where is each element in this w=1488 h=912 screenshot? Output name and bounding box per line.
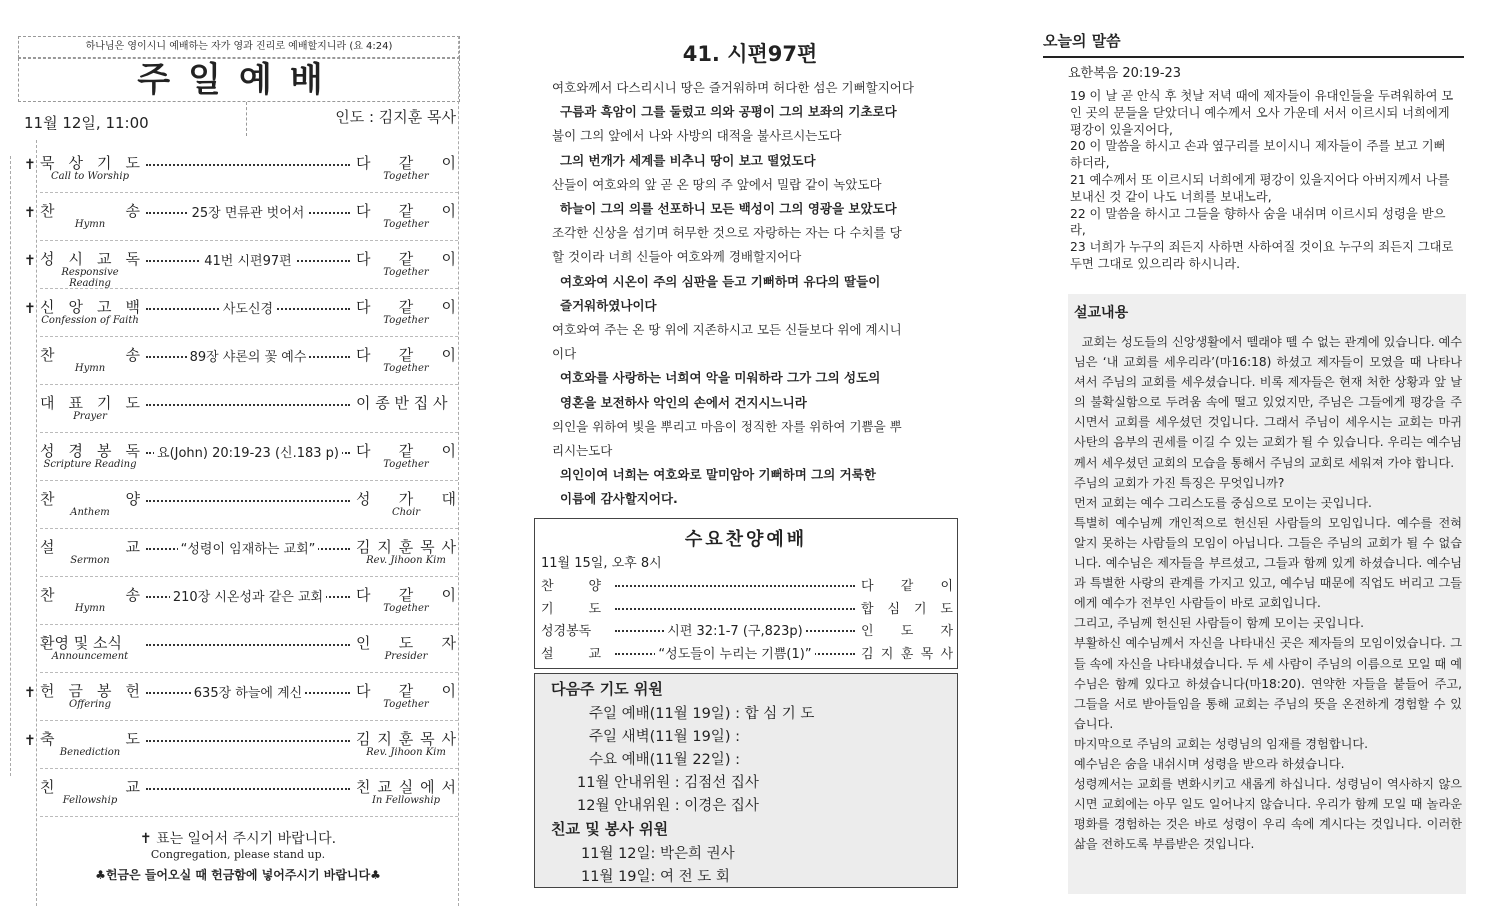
psalm-line: 그의 번개가 세계를 비추니 땅이 보고 떨었도다	[560, 152, 816, 168]
order-item-leader: 김 지 훈 목 사	[356, 538, 456, 556]
usher-item: 12월 안내위원 : 이경은 집사	[577, 798, 759, 814]
prayer-heading: 다음주 기도 위원	[551, 680, 663, 698]
order-item-english: Confession of Faith	[41, 315, 139, 326]
stand-cross-icon: ✝	[24, 205, 36, 221]
wednesday-row: 성경봉독 시편 32:1-7 (구,823p) 인 도 자	[541, 624, 953, 639]
wednesday-date: 11월 15일, 오후 8시	[541, 556, 662, 571]
order-item-title: 환영 및 소식	[40, 634, 122, 652]
order-item-title: 찬 양	[40, 490, 140, 508]
order-item-detail: 89장 샤론의 꽃 예수	[144, 346, 352, 365]
order-item-leader-english: Together	[383, 699, 429, 710]
order-item-leader: 다 같 이	[356, 586, 456, 604]
stand-cross-icon: ✝	[24, 253, 36, 269]
order-item-title: 축 도	[40, 730, 140, 748]
psalm-line: 이름에 감사할지어다.	[560, 491, 678, 507]
order-item-detail: 210장 시온성과 같은 교회	[144, 586, 352, 605]
todays-word-heading: 오늘의 말씀	[1043, 32, 1121, 50]
order-item-detail: 635장 하늘에 계신	[144, 682, 352, 701]
order-item-detail: 25장 면류관 벗어서	[144, 202, 352, 221]
sermon-paragraph: 성령께서는 교회를 변화시키고 새롭게 하십니다. 성령님이 역사하지 않으시면 교회에는 아무 일도 일어나지 않습니다. 우리가 함께 모일 때 놀라운 평화를 경험하는 것은 바로 성령이 우리 속에 계시다는 것입니다. 이러한 삶을 전하도록 부름받은 것입니다.	[1074, 777, 1466, 852]
order-item-english: Anthem	[70, 507, 110, 518]
fellowship-item: 11월 19일: 여 전 도 회	[581, 869, 730, 885]
order-item-leader-english: Together	[383, 171, 429, 182]
psalm-line: 여호와여 주는 온 땅 위에 지존하시고 모든 신들보다 위에 계시니	[552, 322, 902, 338]
usher-item: 11월 안내위원 : 김점선 집사	[577, 775, 759, 791]
order-item-english: Hymn	[74, 363, 106, 374]
order-item-leader-english: In Fellowship	[371, 795, 441, 806]
order-item-title: 친 교	[40, 778, 140, 796]
order-item-detail: 요(John) 20:19-23 (신.183 p)	[144, 442, 352, 461]
order-item-title: 설 교	[40, 538, 140, 556]
sunday-worship-order	[18, 36, 458, 906]
psalm-line: 즐거워하였나이다	[560, 297, 657, 313]
sermon-paragraph: 마지막으로 주님의 교회는 성령님의 임재를 경험합니다.	[1074, 736, 1369, 751]
order-item-detail: “성령이 임재하는 교회”	[144, 538, 352, 557]
order-item-english: Call to Worship	[51, 171, 129, 182]
prayer-committee-box	[534, 673, 958, 888]
order-item-title: 찬 송	[40, 346, 140, 364]
psalm-line: 산들이 여호와의 앞 곧 온 땅의 주 앞에서 밀랍 같이 녹았도다	[552, 176, 882, 192]
sermon-paragraph: 부활하신 예수님께서 자신을 나타내신 곳은 제자들의 모임이었습니다. 그들 속에 자신을 나타내셨습니다. 두 세 사람이 주님의 이름으로 모일 때 예수님은 함께 있다고 하셨습니다(마18:20). 연약한 자들을 붙들어 주고, 그들을 서로 받아들임을 통해 교회는 주님의 뜻을 온전하게 경험할 수 있습니다.	[1074, 636, 1466, 731]
sermon-text	[1074, 332, 1466, 854]
stand-note: ✝ 표는 일어서 주시기 바랍니다.	[139, 831, 337, 847]
order-item-english: Fellowship	[62, 795, 118, 806]
order-item-leader: 다 같 이	[356, 154, 456, 172]
order-item-title: 헌 금 봉 헌	[40, 682, 140, 700]
prayer-item: 주일 새벽(11월 19일) :	[589, 729, 740, 745]
motto-verse: 하나님은 영이시니 예배하는 자가 영과 진리로 예배할지니라 (요 4:24)	[18, 36, 460, 58]
fellowship-heading: 친교 및 봉사 위원	[551, 820, 669, 838]
service-leader: 인도 : 김지훈 목사	[335, 108, 456, 126]
order-item-english: Offering	[68, 699, 112, 710]
psalm-line: 영혼을 보전하사 악인의 손에서 건지시느니라	[560, 394, 807, 410]
order-item-leader: 다 같 이	[356, 442, 456, 460]
sermon-paragraph: 먼저 교회는 예수 그리스도를 중심으로 모이는 곳입니다.	[1074, 495, 1372, 510]
order-item-detail: 사도신경	[144, 298, 352, 317]
order-item-english: Hymn	[74, 603, 106, 614]
sermon-paragraph: 주님의 교회가 가진 특징은 무엇입니까?	[1074, 475, 1285, 490]
verse: 23 너희가 누구의 죄든지 사하면 사하여질 것이요 누구의 죄든지 그대로 두면 그대로 있으리라 하시니라.	[1070, 240, 1454, 271]
order-item-english: Scripture Reading	[43, 459, 137, 470]
order-item-english: Benediction	[59, 747, 121, 758]
psalm-line: 여호와께서 다스리시니 땅은 즐거워하며 허다한 섬은 기뻐할지어다	[552, 80, 914, 95]
order-item-leader-english: Together	[383, 603, 429, 614]
responsive-reading	[552, 76, 952, 512]
order-item-leader: 다 같 이	[356, 298, 456, 316]
order-item-leader: 이 종 반 집 사	[356, 394, 448, 412]
verse: 20 이 말씀을 하시고 손과 옆구리를 보이시니 제자들이 주를 보고 기뻐하더라,	[1070, 139, 1446, 171]
wednesday-row: 기 도 합 심 기 도	[541, 601, 953, 617]
order-item-leader-english: Together	[383, 363, 429, 374]
order-item-english: Sermon	[70, 555, 110, 566]
psalm-line: 리시는도다	[552, 443, 613, 459]
verse: 21 예수께서 또 이르시되 너희에게 평강이 있을지어다 아버지께서 나를 보내신 것 같이 나도 너희를 보내노라,	[1070, 172, 1450, 204]
stand-note-english: Congregation, please stand up.	[150, 848, 326, 861]
psalm-title: 41. 시편97편	[682, 42, 818, 66]
order-item-english: Hymn	[74, 219, 106, 230]
verse: 22 이 말씀을 하시고 그들을 향하사 숨을 내쉬며 이르시되 성령을 받으라,	[1070, 206, 1446, 238]
order-item-english: Prayer	[73, 411, 107, 422]
psalm-line: 의인이여 너희는 여호와로 말미암아 기뻐하며 그의 거룩한	[560, 467, 876, 483]
order-item-leader-english: Rev. Jihoon Kim	[366, 747, 446, 758]
psalm-line: 불이 그의 앞에서 나와 사방의 대적을 불사르시는도다	[552, 128, 842, 144]
stand-cross-icon: ✝	[24, 157, 36, 173]
order-item-leader-english: Presider	[384, 651, 428, 662]
order-item-title: 신 앙 고 백	[40, 298, 140, 316]
service-date: 11월 12일, 11:00	[24, 114, 149, 132]
wednesday-row: 설 교 “성도들이 누리는 기쁨(1)” 김 지 훈 목 사	[541, 646, 953, 662]
stand-cross-icon: ✝	[24, 685, 36, 701]
psalm-line: 이다	[552, 346, 577, 362]
order-item-leader-english: Rev. Jihoon Kim	[366, 555, 446, 566]
order-item-title: 찬 송	[40, 202, 140, 220]
order-item-leader: 인 도 자	[356, 634, 456, 652]
order-item-leader: 다 같 이	[356, 346, 456, 364]
wednesday-row: 찬 양 다 같 이	[541, 579, 953, 594]
page-title: 주일예배	[18, 58, 460, 102]
sermon-heading: 설교내용	[1074, 305, 1129, 321]
order-item-title: 찬 송	[40, 586, 140, 604]
order-item-title: 대 표 기 도	[40, 394, 140, 412]
order-item-leader-english: Together	[383, 267, 429, 278]
sermon-paragraph: 교회는 성도들의 신앙생활에서 뗄래야 뗄 수 없는 관계에 있습니다. 예수님은 ‘내 교회를 세우리라’(마16:18) 하셨고 제자들이 모였을 때 나타나셔서 주님의 교회를 세우셨습니다. 비록 제자들은 현재 처한 상황과 앞 날의 불확실함으로 두려움 속에 떨고 있었지만, 주님은 그들에게 평강을 주시면서 교회를 세우셨던 것입니다. 그래서 주님이 세우시는 교회는 마귀 사탄의 음부의 권세를 이길 수 있는 교회가 될 수 있습니다. 우리는 예수님께서 세우셨던 교회의 모습을 통해서 주님의 교회로 세워져 가야 합니다.	[1074, 335, 1466, 470]
wednesday-title: 수요찬양예배	[684, 529, 808, 550]
verse: 19 이 날 곧 안식 후 첫날 저녁 때에 제자들이 유대인들을 두려워하여 모인 곳의 문들을 닫았더니 예수께서 오사 가운데 서서 이르시되 너희에게 평강이 있을지어다,	[1070, 89, 1454, 137]
psalm-line: 구름과 흑암이 그를 둘렀고 의와 공평이 그의 보좌의 기초로다	[560, 104, 897, 120]
scripture-reference: 요한복음 20:19-23	[1068, 66, 1182, 81]
order-item-leader: 다 같 이	[356, 202, 456, 220]
order-item-leader: 다 같 이	[356, 250, 456, 268]
order-item-title: 성 경 봉 독	[40, 442, 140, 460]
order-item-leader: 친 교 실 에 서	[356, 778, 456, 796]
psalm-line: 의인을 위하여 빛을 뿌리고 마음이 정직한 자를 위하여 기쁨을 뿌	[552, 418, 902, 434]
order-item-title: 묵 상 기 도	[40, 154, 140, 172]
order-item-leader: 다 같 이	[356, 682, 456, 700]
psalm-line: 조각한 신상을 섬기며 허무한 것으로 자랑하는 자는 다 수치를 당	[552, 225, 902, 241]
service-date-line	[18, 102, 458, 136]
sermon-paragraph: 그리고, 주님께 헌신된 사람들이 함께 모이는 곳입니다.	[1074, 616, 1365, 631]
psalm-line: 할 것이라 너희 신들아 여호와께 경배할지어다	[552, 249, 802, 265]
order-item-leader-english: Together	[383, 219, 429, 230]
order-item-leader-english: Together	[383, 315, 429, 326]
order-item-english: Responsive Reading	[61, 267, 119, 289]
order-item-detail: 41번 시편97편	[144, 250, 352, 269]
psalm-line: 하늘이 그의 의를 선포하니 모든 백성이 그의 영광을 보았도다	[560, 201, 897, 217]
stand-cross-icon: ✝	[24, 733, 36, 749]
psalm-line: 여호와여 시온이 주의 심판을 듣고 기뻐하며 유다의 딸들이	[560, 273, 881, 289]
psalm-line: 여호와를 사랑하는 너희여 악을 미워하라 그가 그의 성도의	[560, 370, 881, 386]
sermon-paragraph: 예수님은 숨을 내쉬시며 성령을 받으라 하셨습니다.	[1074, 756, 1345, 771]
order-item-leader: 성 가 대	[356, 490, 456, 508]
prayer-item: 수요 예배(11월 22일) :	[589, 752, 740, 768]
order-item-title: 성 시 교 독	[40, 250, 140, 268]
stand-cross-icon: ✝	[24, 301, 36, 317]
scripture-text	[1070, 88, 1456, 273]
order-item-leader: 김 지 훈 목 사	[356, 730, 456, 748]
sermon-paragraph: 특별히 예수님께 개인적으로 헌신된 사람들의 모임입니다. 예수를 전혀 알지 못하는 사람들의 모임이 아닙니다. 그들은 주님의 교회가 될 수 없습니다. 예수님은 제자들을 부르셨고, 그들과 함께 있게 하셨습니다. 예수님과 특별한 사랑의 관계를 가지고 있고, 예수님 때문에 직업도 버리고 그들에게 예수가 전부인 사람들이 바로 교회입니다.	[1074, 515, 1466, 611]
wednesday-service-box	[534, 518, 958, 669]
fellowship-item: 11월 12일: 박은희 권사	[581, 846, 735, 862]
sermon-box	[1068, 294, 1466, 894]
prayer-item: 주일 예배(11월 19일) : 합 심 기 도	[589, 706, 815, 722]
order-item-leader-english: Together	[383, 459, 429, 470]
order-item-english: Announcement	[51, 651, 129, 662]
offering-note: ♣헌금은 들어오실 때 헌금함에 넣어주시기 바랍니다♣	[95, 868, 381, 882]
order-item-leader-english: Choir	[391, 507, 421, 518]
